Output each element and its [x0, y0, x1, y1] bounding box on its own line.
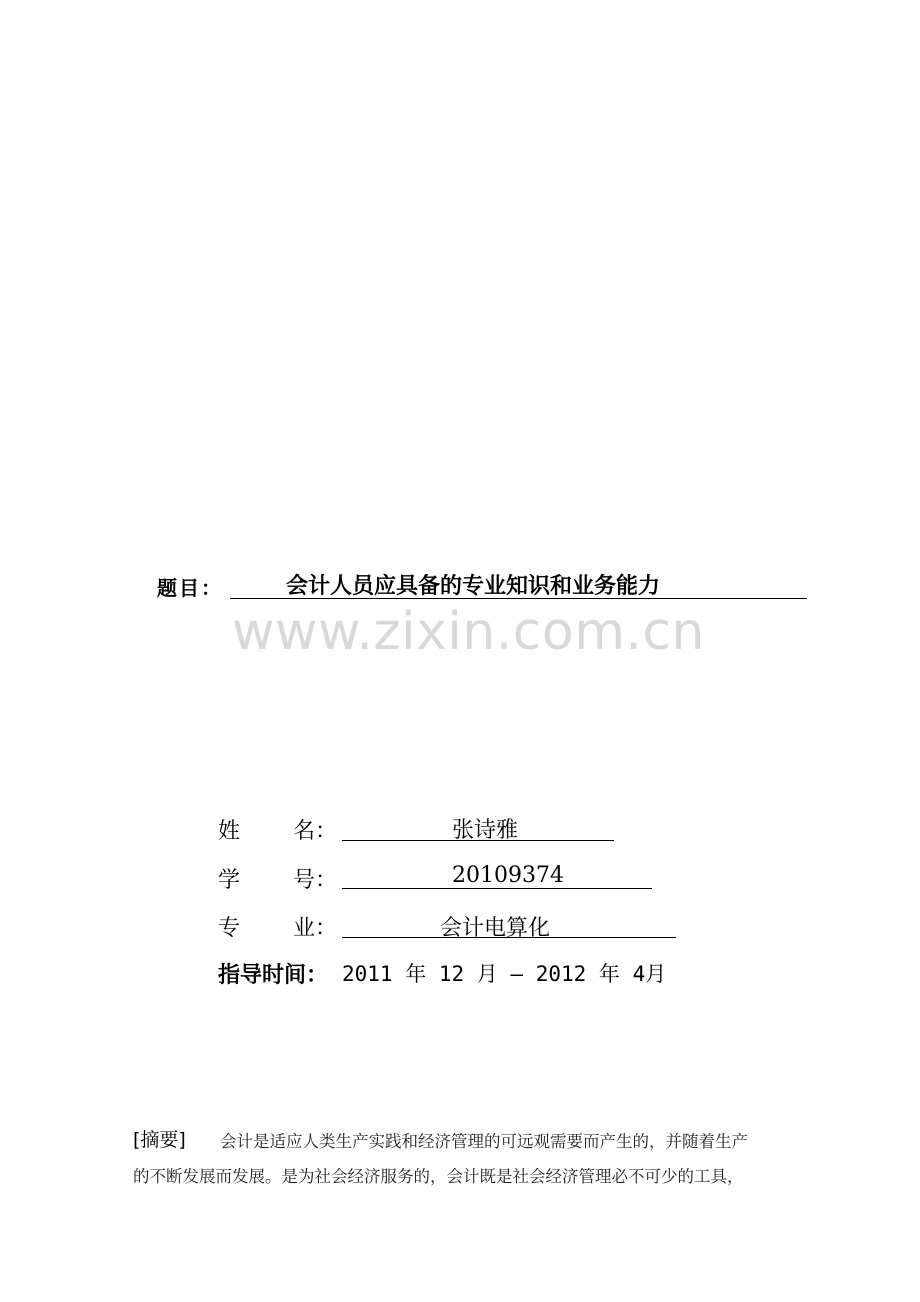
name-label-char2: 名： [293, 819, 338, 844]
guide-time-value: 2011 年 12 月 — 2012 年 4月 [342, 962, 667, 986]
abstract-heading: [摘要] [133, 1129, 186, 1151]
name-value: 张诗雅 [452, 818, 519, 843]
abstract-line-2: 的不断发展而发展。是为社会经济服务的，会计既是社会经济管理必不可少的工具， [133, 1167, 744, 1186]
thesis-title: 会计人员应具备的专业知识和业务能力 [286, 574, 661, 599]
title-label: 题目： [157, 576, 223, 600]
major-label-char2: 业： [293, 916, 338, 941]
id-label-char2: 号： [293, 868, 338, 893]
id-underline [342, 888, 652, 889]
name-label-char1: 姓 [218, 819, 241, 844]
id-label-char1: 学 [218, 868, 241, 893]
student-id-value: 20109374 [452, 863, 564, 888]
watermark: www.zixin.com.cn [232, 602, 705, 662]
guide-time-label: 指导时间： [218, 963, 329, 988]
major-label-char1: 专 [218, 916, 241, 941]
major-value: 会计电算化 [440, 916, 551, 941]
abstract-line-1: 会计是适应人类生产实践和经济管理的可远观需要而产生的，并随着生产 [220, 1132, 748, 1151]
